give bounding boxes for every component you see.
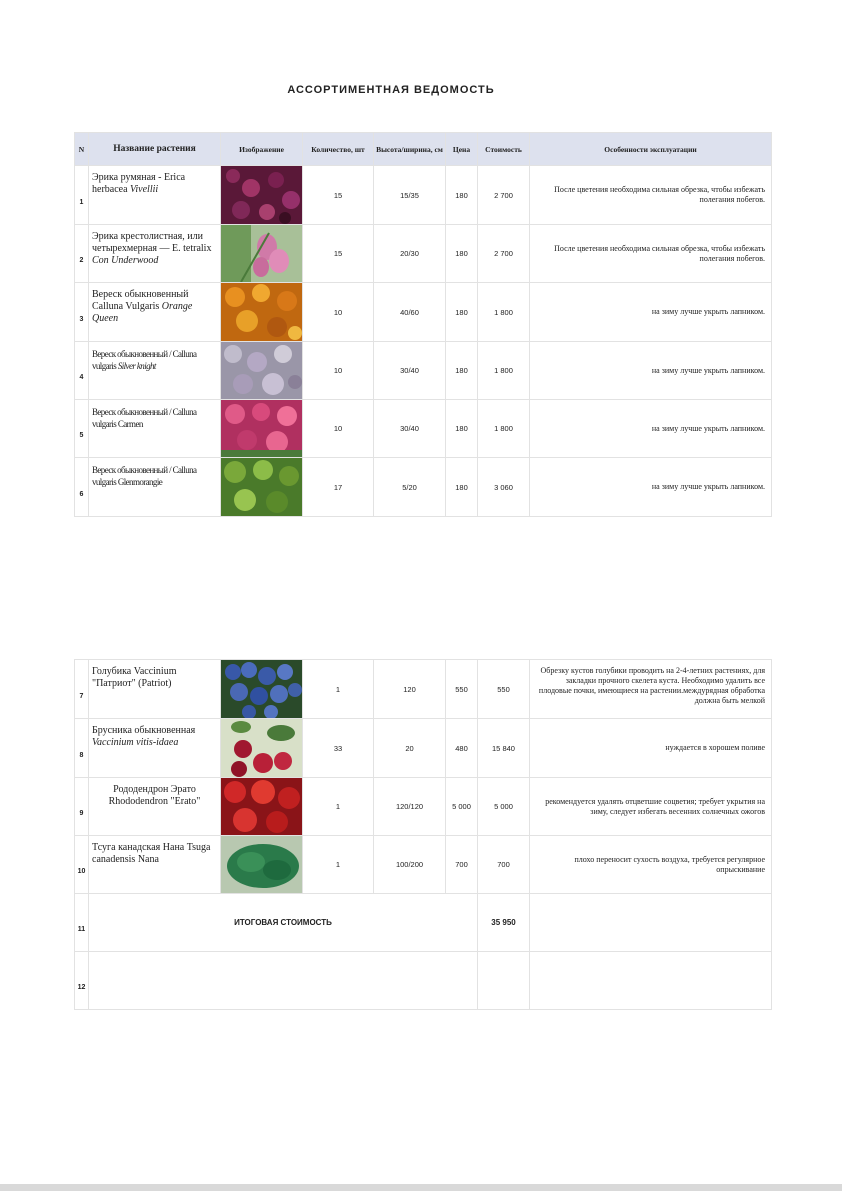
plant-name xyxy=(89,225,221,283)
empty-cell xyxy=(89,952,478,1010)
column-header-image: Изображение xyxy=(221,133,303,166)
document-title: АССОРТИМЕНТНАЯ ВЕДОМОСТЬ xyxy=(287,84,495,96)
plant-name-main: Голубика Vaccinium "Патриот" (Patriot) xyxy=(92,666,177,689)
notes-cell: на зиму лучше укрыть лапником. xyxy=(530,458,772,517)
plant-name xyxy=(89,458,221,517)
cost-cell: 5 000 xyxy=(478,778,530,836)
qty-cell: 10 xyxy=(303,400,374,458)
cost-cell: 1 800 xyxy=(478,342,530,400)
plant-image xyxy=(221,836,303,894)
column-header-name: Название растения xyxy=(89,133,221,166)
size-cell: 30/40 xyxy=(374,342,446,400)
plant-image xyxy=(221,660,303,719)
plant-image xyxy=(221,778,303,836)
cost-cell: 2 700 xyxy=(478,225,530,283)
green-heather-icon xyxy=(221,458,303,516)
notes-cell: на зиму лучше укрыть лапником. xyxy=(530,400,772,458)
size-cell: 120/120 xyxy=(374,778,446,836)
row-number: 1 xyxy=(75,166,89,225)
empty-row xyxy=(75,952,772,1010)
empty-cost-cell xyxy=(478,952,530,1010)
row-number: 11 xyxy=(75,894,89,952)
row-number: 2 xyxy=(75,225,89,283)
qty-cell: 15 xyxy=(303,225,374,283)
plant-image xyxy=(221,166,303,225)
plant-name xyxy=(89,719,221,778)
row-number: 8 xyxy=(75,719,89,778)
total-value: 35 950 xyxy=(478,894,530,952)
row-number: 12 xyxy=(75,952,89,1010)
table-row xyxy=(75,458,772,517)
plant-name-main: Эрика крестолистная, или четырехмерная — E. tetralix xyxy=(92,231,212,254)
table-row xyxy=(75,400,772,458)
plant-name-cultivar: Vivellii xyxy=(130,184,159,195)
table-row xyxy=(75,719,772,778)
pink-bell-flower-icon xyxy=(221,225,303,282)
size-cell: 20 xyxy=(374,719,446,778)
plant-image xyxy=(221,719,303,778)
size-cell: 100/200 xyxy=(374,836,446,894)
column-header-notes: Особенности эксплуатации xyxy=(530,133,772,166)
plant-name-main: Эрика румяная - Erica herbacea xyxy=(92,172,186,195)
row-number: 3 xyxy=(75,283,89,342)
plant-name-main: Вереск обыкновенный / Calluna vulgaris Carmen xyxy=(92,407,197,429)
plant-name-cultivar: Orange Queen xyxy=(92,301,193,324)
row-number: 6 xyxy=(75,458,89,517)
price-cell: 180 xyxy=(446,166,478,225)
plant-name xyxy=(89,836,221,894)
notes-cell: на зиму лучше укрыть лапником. xyxy=(530,283,772,342)
rhododendron-icon xyxy=(221,778,303,835)
plant-name-main: Тсуга канадская Нана Tsuga canadensis Nana xyxy=(92,842,211,865)
plant-name xyxy=(89,283,221,342)
qty-cell: 10 xyxy=(303,342,374,400)
table-row xyxy=(75,225,772,283)
purple-heather-icon xyxy=(221,166,303,224)
column-header-price: Цена xyxy=(446,133,478,166)
plant-name xyxy=(89,166,221,225)
size-cell: 120 xyxy=(374,660,446,719)
qty-cell: 33 xyxy=(303,719,374,778)
price-cell: 180 xyxy=(446,283,478,342)
cost-cell: 2 700 xyxy=(478,166,530,225)
qty-cell: 17 xyxy=(303,458,374,517)
hemlock-icon xyxy=(221,836,303,893)
plant-name-main: Вереск обыкновенный / Calluna vulgaris xyxy=(92,349,197,371)
cost-cell: 1 800 xyxy=(478,283,530,342)
cost-cell: 1 800 xyxy=(478,400,530,458)
cost-cell: 700 xyxy=(478,836,530,894)
plant-name-main: Рододендрон Эрато Rhododendron "Erato" xyxy=(108,784,201,807)
size-cell: 20/30 xyxy=(374,225,446,283)
column-header-size: Высота/ширина, см xyxy=(374,133,446,166)
price-cell: 5 000 xyxy=(446,778,478,836)
cost-cell: 15 840 xyxy=(478,719,530,778)
price-cell: 180 xyxy=(446,225,478,283)
plant-name xyxy=(89,400,221,458)
plant-image xyxy=(221,283,303,342)
column-header-qty: Количество, шт xyxy=(303,133,374,166)
notes-cell: рекомендуется удалять отцветшие соцветия; требует укрытия на зиму, следует избегать весенних солнечных ожогов xyxy=(530,778,772,836)
table-header-row xyxy=(75,133,772,166)
size-cell: 15/35 xyxy=(374,166,446,225)
total-label: ИТОГОВАЯ СТОИМОСТЬ xyxy=(89,894,478,952)
row-number: 5 xyxy=(75,400,89,458)
notes-cell: нуждается в хорошем поливе xyxy=(530,719,772,778)
table-row xyxy=(75,836,772,894)
qty-cell: 10 xyxy=(303,283,374,342)
row-number: 9 xyxy=(75,778,89,836)
table-row xyxy=(75,283,772,342)
plant-name-main: Вереск обыкновенный Calluna Vulgaris xyxy=(92,289,189,312)
scan-edge xyxy=(0,1184,842,1191)
plant-image xyxy=(221,225,303,283)
plant-name xyxy=(89,660,221,719)
price-cell: 180 xyxy=(446,342,478,400)
cost-cell: 3 060 xyxy=(478,458,530,517)
plant-image xyxy=(221,400,303,458)
orange-heather-icon xyxy=(221,283,303,341)
price-cell: 550 xyxy=(446,660,478,719)
plant-name-cultivar: Vaccinium vitis-idaea xyxy=(92,737,179,748)
plant-image xyxy=(221,458,303,517)
assortment-table-top xyxy=(74,132,772,517)
notes-cell: После цветения необходима сильная обрезка, чтобы избежать полегания побегов. xyxy=(530,225,772,283)
qty-cell: 1 xyxy=(303,836,374,894)
total-row xyxy=(75,894,772,952)
column-header-n: N xyxy=(75,133,89,166)
plant-name xyxy=(89,778,221,836)
silver-heather-icon xyxy=(221,342,303,399)
plant-name-main: Вереск обыкновенный / Calluna vulgaris Glenmorangie xyxy=(92,465,197,487)
notes-cell: плохо переносит сухость воздуха, требуется регулярное опрыскивание xyxy=(530,836,772,894)
notes-cell: на зиму лучше укрыть лапником. xyxy=(530,342,772,400)
empty-notes-cell xyxy=(530,952,772,1010)
notes-cell: Обрезку кустов голубики проводить на 2-4-летних растениях, для закладки прочного скелета куста. Необходимо удалить все плодовые почки, имеющиеся на растении.междурядная обработка должна быть мелкой xyxy=(530,660,772,719)
pink-heather-icon xyxy=(221,400,303,457)
table-row xyxy=(75,166,772,225)
qty-cell: 1 xyxy=(303,660,374,719)
size-cell: 40/60 xyxy=(374,283,446,342)
notes-cell: После цветения необходима сильная обрезка, чтобы избежать полегания побегов. xyxy=(530,166,772,225)
cost-cell: 550 xyxy=(478,660,530,719)
price-cell: 480 xyxy=(446,719,478,778)
plant-name-main: Брусника обыкновенная xyxy=(92,725,196,736)
table-row xyxy=(75,660,772,719)
plant-name-cultivar: Silver knight xyxy=(117,361,156,371)
assortment-table-bottom xyxy=(74,659,772,1010)
qty-cell: 15 xyxy=(303,166,374,225)
row-number: 4 xyxy=(75,342,89,400)
table-row xyxy=(75,778,772,836)
plant-name-cultivar: Con Underwood xyxy=(92,255,159,266)
row-number: 7 xyxy=(75,660,89,719)
column-header-cost: Стоимость xyxy=(478,133,530,166)
size-cell: 30/40 xyxy=(374,400,446,458)
price-cell: 700 xyxy=(446,836,478,894)
qty-cell: 1 xyxy=(303,778,374,836)
total-notes-cell xyxy=(530,894,772,952)
plant-image xyxy=(221,342,303,400)
size-cell: 5/20 xyxy=(374,458,446,517)
price-cell: 180 xyxy=(446,400,478,458)
plant-name xyxy=(89,342,221,400)
price-cell: 180 xyxy=(446,458,478,517)
table-row xyxy=(75,342,772,400)
lingonberry-icon xyxy=(221,719,303,777)
blueberry-icon xyxy=(221,660,303,718)
row-number: 10 xyxy=(75,836,89,894)
